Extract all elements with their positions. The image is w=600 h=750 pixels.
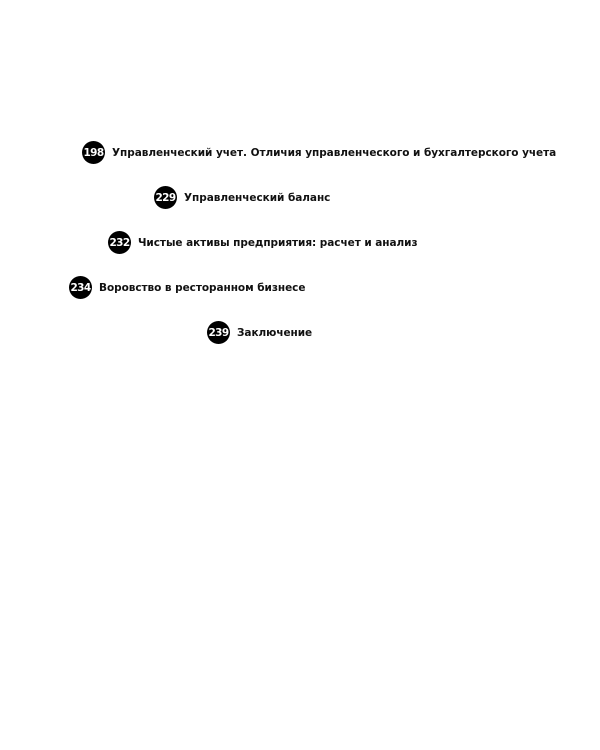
page-number-badge: 229 [154,186,177,209]
toc-entry-title: Чистые активы предприятия: расчет и анализ [138,236,418,249]
toc-entry-title: Воровство в ресторанном бизнесе [99,281,306,294]
toc-entry-title: Управленческий учет. Отличия управленческого и бухгалтерского учета [112,146,557,159]
toc-entry-management-balance[interactable] [154,186,330,209]
page-number-badge: 234 [69,276,92,299]
toc-entry-restaurant-theft[interactable] [69,276,305,299]
toc-entry-management-accounting[interactable] [82,141,556,164]
toc-entry-conclusion[interactable] [207,321,312,344]
page-number-badge: 198 [82,141,105,164]
toc-entry-title: Управленческий баланс [184,191,331,204]
toc-entry-net-assets[interactable] [108,231,418,254]
toc-entry-title: Заключение [237,326,313,339]
page-number-badge: 239 [207,321,230,344]
page-number-badge: 232 [108,231,131,254]
